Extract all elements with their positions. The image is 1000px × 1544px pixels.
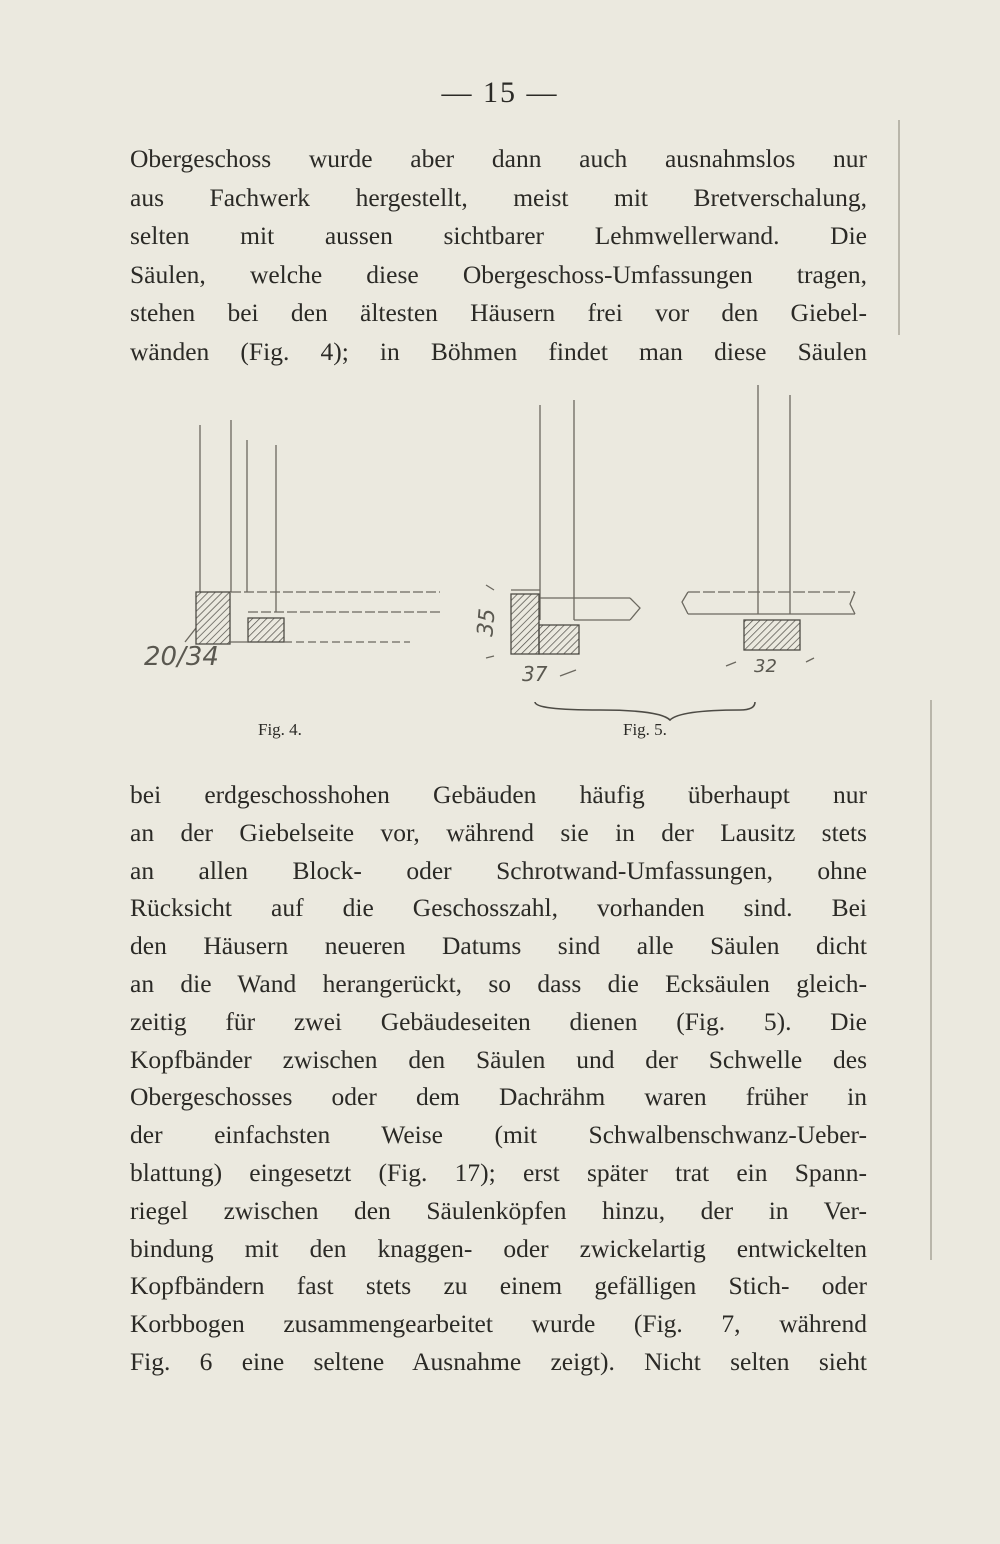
text-line: blattung) eingesetzt (Fig. 17); erst später trat ein Spann- [130,1157,867,1187]
text-line: aus Fachwerk hergestellt, meist mit Bretverschalung, [130,182,867,212]
text-line: Obergeschosses oder dem Dachrähm waren früher in [130,1082,867,1112]
text-line: den Häusern neueren Datums sind alle Säulen dicht [130,931,867,961]
text-line: an der Giebelseite vor, während sie in der Lausitz stets [130,817,867,847]
fig5-right-sketch [682,385,855,666]
page-number: — 15 — [441,76,559,109]
page-edge-mark-top [898,120,900,335]
text-line: wänden (Fig. 4); in Böhmen findet man diese Säulen [130,336,867,366]
fig4-sketch [185,420,440,644]
text-line: Kopfbändern fast stets zu einem gefälligen Stich- oder [130,1271,867,1301]
text-line: Fig. 6 eine seltene Ausnahme zeigt). Nicht selten sieht [130,1346,867,1376]
pencil-sketch [130,380,867,770]
fig4-dimension-label: 20/34 [144,642,219,672]
text-line: Korbbogen zusammengearbeitet wurde (Fig. 7, während [130,1309,867,1339]
fig4-caption: Fig. 4. [258,720,302,739]
fig5-vertical-dimension-label: 35 [473,607,501,638]
text-line: der einfachsten Weise (mit Schwalbenschwanz-Ueber- [130,1120,867,1150]
paragraph-bottom [130,776,867,1381]
fig5-right-dimension-label: 32 [754,656,777,677]
text-line: an allen Block- oder Schrotwand-Umfassungen, ohne [130,855,867,885]
page-edge-mark-bottom [930,700,932,1260]
figure-illustrations [130,380,867,770]
text-line: bindung mit den knaggen- oder zwickelartig entwickelten [130,1233,867,1263]
text-line: Rücksicht auf die Geschosszahl, vorhanden sind. Bei [130,893,867,923]
text-line: bei erdgeschosshohen Gebäuden häufig überhaupt nur [130,780,867,809]
text-line: Säulen, welche diese Obergeschoss-Umfassungen tragen, [130,259,867,289]
text-line: riegel zwischen den Säulenköpfen hinzu, der in Ver- [130,1195,867,1225]
text-line: stehen bei den ältesten Häusern frei vor den Giebel- [130,298,867,327]
paragraph-top [130,140,867,371]
text-line: Obergeschoss wurde aber dann auch ausnahmslos nur [130,144,867,173]
fig5-left-sketch [486,400,640,676]
fig5-left-dimension-label: 37 [522,662,548,686]
text-line: selten mit aussen sichtbarer Lehmwellerwand. Die [130,221,867,250]
fig5-brace [535,702,755,720]
text-line: Kopfbänder zwischen den Säulen und der Schwelle des [130,1044,867,1074]
text-line: zeitig für zwei Gebäudeseiten dienen (Fig. 5). Die [130,1006,867,1036]
text-line: an die Wand herangerückt, so dass die Ecksäulen gleich- [130,968,867,998]
fig5-caption: Fig. 5. [623,720,667,739]
